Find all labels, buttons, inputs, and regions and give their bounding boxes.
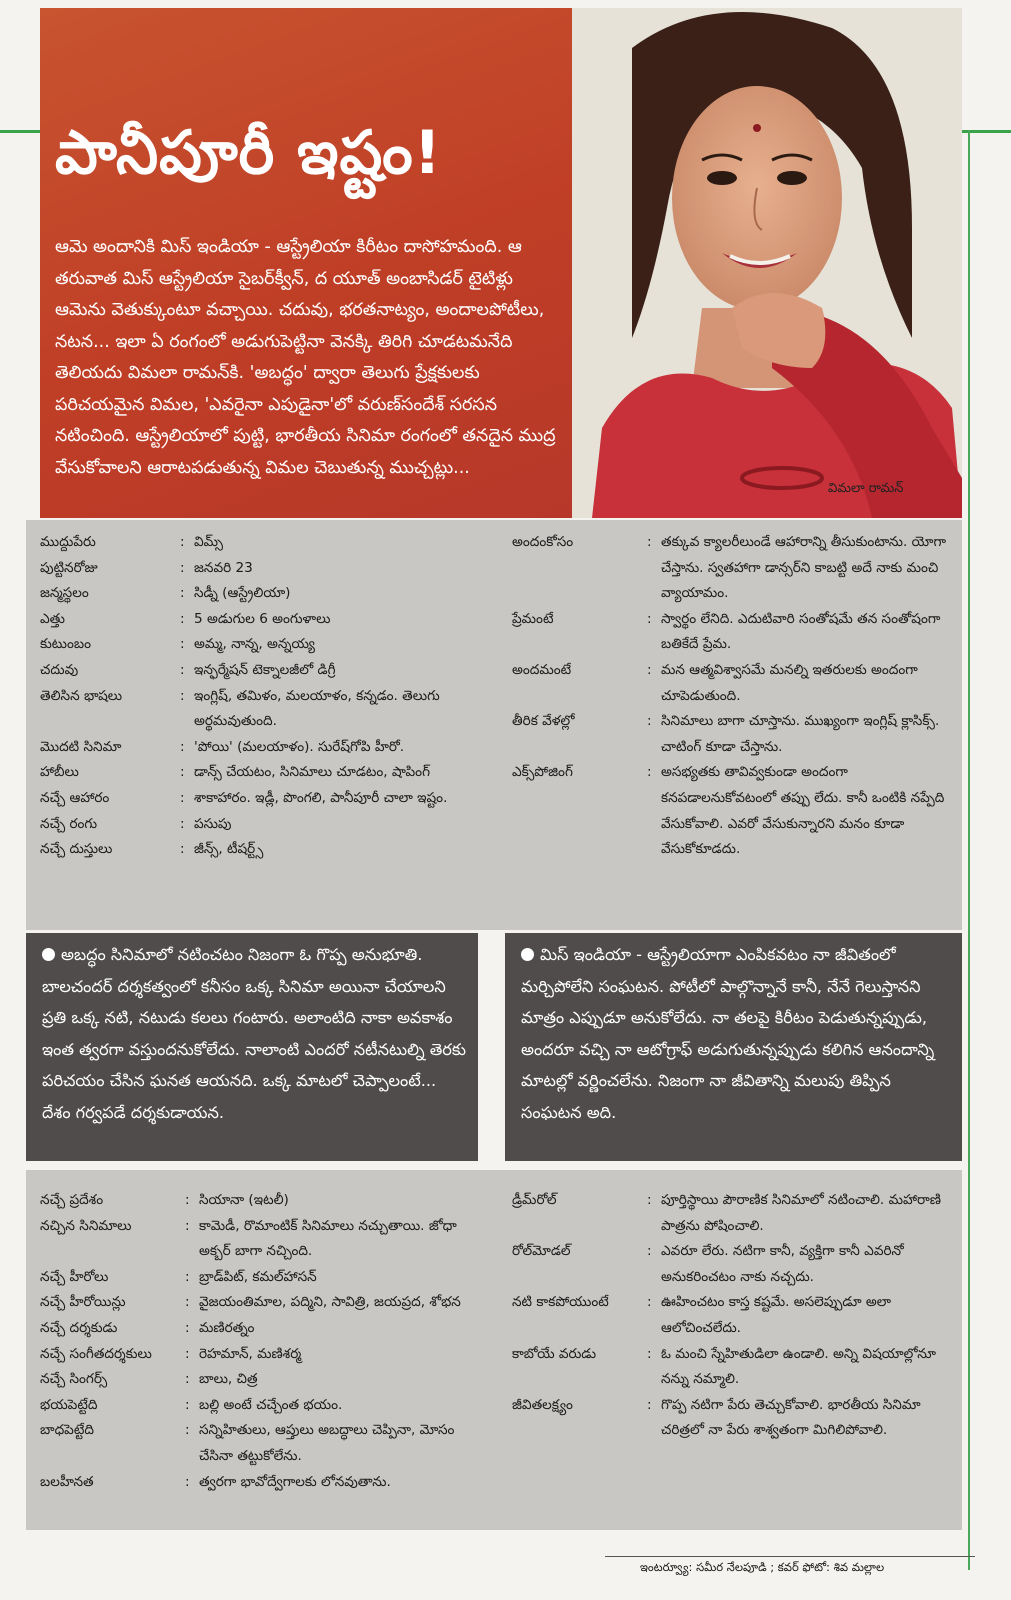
fact-separator: : bbox=[647, 1294, 652, 1311]
fact-label: చదువు bbox=[40, 661, 79, 678]
fact-label: జన్మస్థలం bbox=[40, 585, 89, 602]
fact-label: భయపెట్టేది bbox=[40, 1396, 98, 1413]
fact-label: పుట్టినరోజు bbox=[40, 559, 98, 576]
fact-separator: : bbox=[185, 1319, 190, 1336]
fact-value: వైజయంతిమాల, పద్మిని, సావిత్రి, జయప్రద, శోభన bbox=[199, 1294, 461, 1311]
fact-label: నచ్చే సంగీతదర్శకులు bbox=[40, 1345, 152, 1362]
fact-value: గొప్ప నటిగా పేరు తెచ్చుకోవాలి. భారతీయ సినిమా చరిత్రలో నా పేరు శాశ్వతంగా మిగిలిపోవాలి. bbox=[661, 1396, 921, 1439]
fact-value: జనవరి 23 bbox=[194, 559, 253, 576]
fact-separator: : bbox=[647, 1243, 652, 1260]
fact-separator: : bbox=[647, 713, 652, 730]
green-rule-left bbox=[0, 130, 40, 133]
fact-separator: : bbox=[185, 1294, 190, 1311]
fact-value: తక్కువ క్యాలరీలుండే ఆహారాన్ని తీసుకుంటాను. యోగా చేస్తాను. స్వతహాగా డాన్సర్‌ని కాబట్టి అదే నాకు మంచి వ్యాయామం. bbox=[661, 534, 947, 602]
fact-separator: : bbox=[180, 789, 185, 806]
fact-label: డ్రీమ్‌రోల్ bbox=[512, 1192, 557, 1208]
fact-row bbox=[512, 1342, 952, 1393]
fact-row bbox=[40, 1265, 480, 1291]
fact-row bbox=[40, 684, 480, 735]
fact-label: నచ్చే సింగర్స్ bbox=[40, 1371, 108, 1388]
fact-row bbox=[40, 735, 480, 761]
fact-value: ఊహించటం కాస్త కష్టమే. అసలెప్పుడూ అలా ఆలోచించలేదు. bbox=[661, 1294, 891, 1336]
fact-separator: : bbox=[647, 610, 652, 627]
fact-value: డాన్స్ చేయటం, సినిమాలు చూడటం, షాపింగ్ bbox=[194, 764, 431, 781]
fact-label: నచ్చే దుస్తులు bbox=[40, 841, 113, 858]
quote-box-left bbox=[26, 933, 478, 1161]
fact-value: ఇంగ్లిష్, తమిళం, మలయాళం, కన్నడం. తెలుగు అర్థమవుతుంది. bbox=[194, 687, 440, 730]
fact-row bbox=[40, 556, 480, 582]
fact-row bbox=[40, 760, 480, 786]
quote-text: మిస్ ఇండియా - ఆస్ట్రేలియాగా ఎంపికవటం నా జీవితంలో మర్చిపోలేని సంఘటన. పోటీలో పాల్గొన్నానే కానీ, నేనే గెలుస్తానని మాత్రం ఎప్పుడూ అనుకోలేదు. నా తలపై కిరీటం పెడుతున్నప్పుడు, అందరూ వచ్చి నా ఆటోగ్రాఫ్ అడుగుతున్నప్పుడు కలిగిన ఆనందాన్ని మాటల్లో వర్ణించలేను. నిజంగా నా జీవితాన్ని మలుపు తిప్పిన సంఘటన అది. bbox=[521, 945, 935, 1122]
fact-value: 5 అడుగుల 6 అంగుళాలు bbox=[194, 610, 331, 627]
fact-value: ఇన్ఫర్మేషన్ టెక్నాలజీలో డిగ్రీ bbox=[194, 661, 336, 678]
fact-separator: : bbox=[647, 764, 652, 781]
bullet-icon bbox=[42, 948, 55, 961]
fact-separator: : bbox=[185, 1345, 190, 1362]
favorites-left-table bbox=[40, 1188, 480, 1495]
fact-label: ప్రేమంటే bbox=[512, 610, 554, 627]
fact-row bbox=[512, 1188, 952, 1239]
fact-label: రోల్‌మోడల్ bbox=[512, 1243, 571, 1260]
fact-value: బ్రాడ్‌పిట్, కమల్‌హాసన్ bbox=[199, 1268, 317, 1285]
fact-label: తెలిసిన భాషలు bbox=[40, 687, 123, 704]
quote-box-right bbox=[505, 933, 962, 1161]
fact-separator: : bbox=[180, 687, 185, 704]
fact-separator: : bbox=[185, 1396, 190, 1413]
fact-row bbox=[512, 709, 952, 760]
fact-row bbox=[40, 1290, 480, 1316]
fact-value: మన ఆత్మవిశ్వాసమే మనల్ని ఇతరులకు అందంగా చూపెడుతుంది. bbox=[661, 661, 918, 704]
fact-row bbox=[40, 530, 480, 556]
fact-row bbox=[40, 786, 480, 812]
credit-rule bbox=[605, 1556, 975, 1557]
fact-label: నటి కాకపోయుంటే bbox=[512, 1294, 609, 1311]
fact-value: సన్నిహితులు, ఆప్తులు అబద్ధాలు చెప్పినా, మోసం చేసినా తట్టుకోలేను. bbox=[199, 1422, 455, 1464]
fact-value: రెహమాన్, మణిశర్మ bbox=[199, 1345, 302, 1362]
fact-value: సిడ్నీ (ఆస్ట్రేలియా) bbox=[194, 585, 291, 602]
fact-value: సియానా (ఇటలీ) bbox=[199, 1192, 289, 1208]
fact-row bbox=[512, 1290, 952, 1341]
fact-row bbox=[512, 530, 952, 607]
credits: ఇంటర్వ్యూ: సమీర నేలపూడి ; కవర్ ఫోటో: శివ మల్లాల bbox=[640, 1560, 885, 1574]
fact-separator: : bbox=[647, 1192, 652, 1208]
portrait-illustration bbox=[572, 8, 962, 518]
fact-value: జీన్స్, టీషర్ట్స్ bbox=[194, 841, 264, 858]
article-intro: ఆమె అందానికి మిస్ ఇండియా - ఆస్ట్రేలియా కిరీటం దాసోహమంది. ఆ తరువాత మిస్ ఆస్ట్రేలియా సైబర్‌క్వీన్, ద యూత్ అంబాసిడర్ టైటిళ్లు ఆమెను వెతుక్కుంటూ వచ్చాయి. చదువు, భరతనాట్యం, అందాలపోటీలు, నటన... ఇలా ఏ రంగంలో అడుగుపెట్టినా వెనక్కి తిరిగి చూడటమనేది తెలియదు విమలా రామన్‌కి. 'అబద్ధం' ద్వారా తెలుగు ప్రేక్షకులకు పరిచయమైన విమల, 'ఎవరైనా ఎపుడైనా'లో వరుణ్‌సందేశ్ సరసన నటించింది. ఆస్ట్రేలియాలో పుట్టి, భారతీయ సినిమా రంగంలో తనదైన ముద్ర వేసుకోవాలని ఆరాటపడుతున్న విమల చెబుతున్న ముచ్చట్లు... bbox=[55, 237, 556, 478]
fact-separator: : bbox=[180, 841, 185, 858]
quote-text: అబద్ధం సినిమాలో నటించటం నిజంగా ఓ గొప్ప అనుభూతి. బాలచందర్ దర్శకత్వంలో కనీసం ఒక్క సినిమా అయినా చేయాలని ప్రతి ఒక్క నటి, నటుడు కలలు గంటారు. అలాంటిది నాకా అవకాశం ఇంత త్వరగా వస్తుందనుకోలేదు. నాలాంటి ఎందరో నటీనటుల్ని తెరకు పరిచయం చేసిన ఘనత ఆయనది. ఒక్క మాటలో చెప్పాలంటే... దేశం గర్వపడే దర్శకుడాయన. bbox=[42, 945, 466, 1122]
fact-label: జీవితలక్ష్యం bbox=[512, 1396, 573, 1413]
fact-separator: : bbox=[185, 1371, 190, 1388]
fact-label: ఎక్స్‌పోజింగ్ bbox=[512, 764, 573, 781]
fact-separator: : bbox=[185, 1268, 190, 1285]
fact-label: నచ్చే హీరోయిన్లు bbox=[40, 1294, 126, 1311]
fact-value: స్వార్థం లేనిది. ఎదుటివారి సంతోషమే తన సంతోషంగా బతికేదే ప్రేమ. bbox=[661, 610, 941, 653]
fact-separator: : bbox=[647, 661, 652, 678]
fact-label: నచ్చే ప్రదేశం bbox=[40, 1192, 104, 1208]
fact-row bbox=[40, 1367, 480, 1393]
fact-label: హాబీలు bbox=[40, 764, 79, 781]
fact-label: అందమంటే bbox=[512, 661, 572, 678]
facts-right-table bbox=[512, 530, 952, 863]
fact-separator: : bbox=[180, 636, 185, 653]
fact-value: 'పోయి' (మలయాళం). సురేష్‌గోపి హీరో. bbox=[194, 738, 405, 755]
fact-value: పూర్తిస్థాయి పౌరాణిక సినిమాలో నటించాలి. మహారాణి పాత్రను పోషించాలి. bbox=[661, 1192, 941, 1234]
fact-label: బాధపెట్టేది bbox=[40, 1422, 94, 1439]
fact-row bbox=[512, 607, 952, 658]
fact-label: నచ్చే రంగు bbox=[40, 815, 98, 832]
fact-row bbox=[40, 1214, 480, 1265]
fact-row bbox=[40, 658, 480, 684]
fact-row bbox=[40, 607, 480, 633]
fact-value: బల్లి అంటే చచ్చేంత భయం. bbox=[199, 1396, 343, 1413]
fact-row bbox=[40, 1418, 480, 1469]
fact-label: నచ్చే ఆహారం bbox=[40, 789, 110, 806]
green-rule-right bbox=[955, 130, 1011, 133]
fact-value: అసభ్యతకు తావివ్వకుండా అందంగా కనపడాలనుకోవటంలో తప్పు లేదు. కానీ ఒంటికి నప్పేది వేసుకోవాలి. ఎవరో వేసుకున్నారని మనం కూడా వేసుకోకూడదు. bbox=[661, 764, 945, 858]
fact-row bbox=[40, 1188, 480, 1214]
fact-separator: : bbox=[647, 1345, 652, 1362]
photo-caption: విమలా రామన్ bbox=[828, 481, 904, 496]
fact-row bbox=[40, 1342, 480, 1368]
fact-value: ఎవరూ లేరు. నటిగా కానీ, వ్యక్తిగా కానీ ఎవరినో అనుకరించటం నాకు నచ్చదు. bbox=[661, 1243, 904, 1285]
fact-separator: : bbox=[180, 764, 185, 781]
fact-label: నచ్చిన సినిమాలు bbox=[40, 1217, 132, 1234]
fact-value: అమ్మ, నాన్న, అన్నయ్య bbox=[194, 636, 316, 653]
fact-label: తీరిక వేళల్లో bbox=[512, 713, 575, 730]
fact-separator: : bbox=[180, 738, 185, 755]
fact-separator: : bbox=[180, 534, 185, 550]
fact-label: ముద్దుపేరు bbox=[40, 534, 96, 550]
fact-label: బలహీనత bbox=[40, 1473, 94, 1490]
fact-row bbox=[40, 1393, 480, 1419]
fact-separator: : bbox=[180, 585, 185, 602]
fact-row bbox=[512, 658, 952, 709]
facts-left-table bbox=[40, 530, 480, 863]
fact-row bbox=[512, 1239, 952, 1290]
fact-value: శాకాహారం. ఇడ్లీ, పొంగలి, పానీపూరీ చాలా ఇష్టం. bbox=[194, 789, 448, 806]
portrait-photo bbox=[572, 8, 962, 518]
fact-separator: : bbox=[647, 1396, 652, 1413]
fact-row bbox=[40, 812, 480, 838]
bullet-icon bbox=[521, 948, 534, 961]
fact-value: ఓ మంచి స్నేహితుడిలా ఉండాలి. అన్ని విషయాల్లోనూ నన్ను నమ్మాలి. bbox=[661, 1345, 936, 1388]
fact-separator: : bbox=[180, 610, 185, 627]
fact-value: కామెడీ, రొమాంటిక్ సినిమాలు నచ్చుతాయి. జోధా అక్బర్ బాగా నచ్చింది. bbox=[199, 1217, 457, 1260]
fact-separator: : bbox=[180, 815, 185, 832]
fact-value: బాలు, చిత్ర bbox=[199, 1371, 258, 1388]
fact-label: మొదటి సినిమా bbox=[40, 738, 122, 755]
fact-label: నచ్చే హీరోలు bbox=[40, 1268, 109, 1285]
fact-value: విమ్స్ bbox=[194, 534, 223, 550]
fact-value: మణిరత్నం bbox=[199, 1319, 255, 1336]
fact-label: కాబోయే వరుడు bbox=[512, 1345, 597, 1362]
fact-row bbox=[40, 837, 480, 863]
fact-separator: : bbox=[185, 1217, 190, 1234]
fact-row bbox=[40, 1316, 480, 1342]
fact-separator: : bbox=[185, 1473, 190, 1490]
article-title: పానీపూరీ ఇష్టం! bbox=[55, 118, 443, 188]
fact-separator: : bbox=[180, 559, 185, 576]
fact-value: పసుపు bbox=[194, 815, 232, 832]
fact-separator: : bbox=[185, 1422, 190, 1439]
fact-label: నచ్చే దర్శకుడు bbox=[40, 1319, 118, 1336]
green-vertical-rule bbox=[968, 130, 970, 1570]
fact-row bbox=[512, 760, 952, 862]
fact-label: అందంకోసం bbox=[512, 534, 574, 550]
fact-label: ఎత్తు bbox=[40, 610, 65, 627]
fact-value: త్వరగా భావోద్వేగాలకు లోనవుతాను. bbox=[199, 1473, 391, 1490]
fact-row bbox=[40, 1470, 480, 1496]
favorites-right-table bbox=[512, 1188, 952, 1444]
fact-label: కుటుంబం bbox=[40, 636, 91, 653]
fact-separator: : bbox=[185, 1192, 190, 1208]
fact-separator: : bbox=[647, 534, 652, 550]
fact-row bbox=[40, 581, 480, 607]
fact-value: సినిమాలు బాగా చూస్తాను. ముఖ్యంగా ఇంగ్లిష్ క్లాసిక్స్. చాటింగ్ కూడా చేస్తాను. bbox=[661, 713, 940, 755]
fact-row bbox=[40, 632, 480, 658]
fact-row bbox=[512, 1393, 952, 1444]
fact-separator: : bbox=[180, 661, 185, 678]
